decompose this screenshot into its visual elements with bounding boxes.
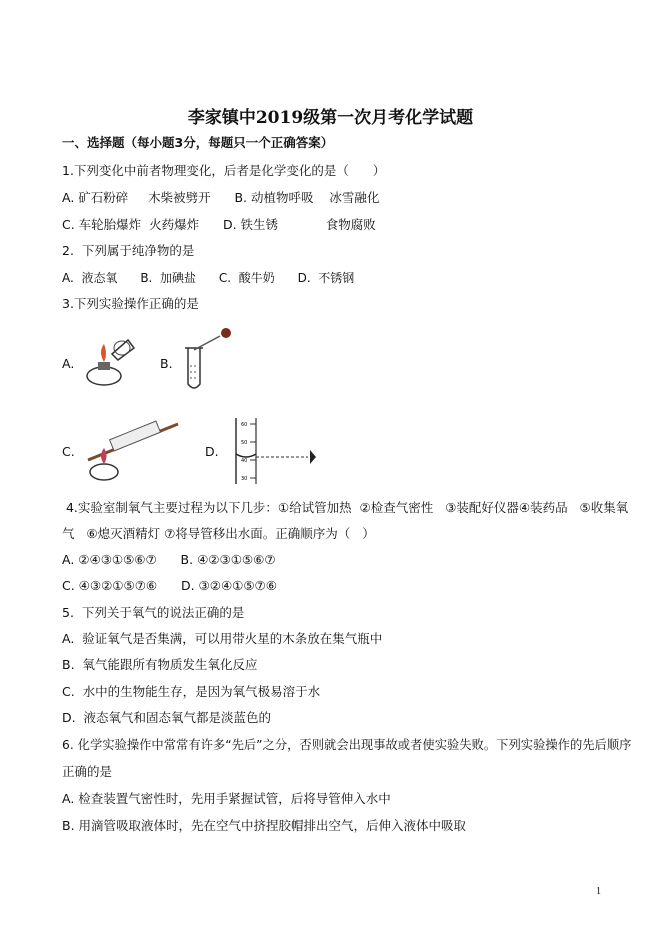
q4-stem-line1: 4.实验室制氧气主要过程为以下几步：①给试管加热 ②检查气密性 ③装配好仪器④装药品 ⑤收集氧 (62, 500, 629, 515)
section-heading: 一、选择题（每小题3分，每题只一个正确答案） (62, 135, 334, 150)
q1-stem: 1.下列变化中前者物理变化，后者是化学变化的是（ ） (62, 163, 386, 178)
q2-options: A. 液态氧 B. 加碘盐 C. 酸牛奶 D. 不锈钢 (62, 271, 355, 285)
q2-stem: 2. 下列属于纯净物的是 (62, 243, 195, 258)
q1-options-ab: A. 矿石粉碎 木柴被劈开 B. 动植物呼吸 冰雪融化 (62, 190, 380, 205)
q6-stem-line2: 正确的是 (62, 764, 113, 779)
q3-label-c: C. (62, 444, 75, 459)
test-tube-figure (180, 326, 240, 392)
q5-option-a: A. 验证氧气是否集满，可以用带火星的木条放在集气瓶中 (62, 631, 383, 646)
graduated-cylinder-figure (230, 414, 320, 488)
scale-60: 60 (241, 422, 248, 428)
q3-label-a: A. (62, 356, 75, 371)
q5-option-c: C. 水中的生物能生存，是因为氧气极易溶于水 (62, 684, 321, 699)
q6-stem-line1: 6. 化学实验操作中常常有许多“先后”之分，否则就会出现事故或者使实验失败。下列实验操作的先后顺序 (62, 738, 632, 752)
q1-options-cd: C. 车轮胎爆炸 火药爆炸 D. 铁生锈 食物腐败 (62, 217, 376, 232)
q5-option-b: B. 氧气能跟所有物质发生氧化反应 (62, 657, 258, 672)
alcohol-lamp-lighting-figure (78, 328, 140, 388)
scale-50: 50 (241, 440, 248, 446)
q5-option-d: D. 液态氧气和固态氧气都是淡蓝色的 (62, 710, 272, 725)
q6-option-b: B. 用滴管吸取液体时，先在空气中挤捏胶帽排出空气，后伸入液体中吸取 (62, 818, 467, 833)
q6-option-a: A. 检查装置气密性时，先用手紧握试管，后将导管伸入水中 (62, 791, 391, 806)
page-number: 1 (596, 886, 601, 897)
q4-options-ab: A. ②④③①⑤⑥⑦ B. ④②③①⑤⑥⑦ (62, 552, 276, 567)
q5-stem: 5. 下列关于氧气的说法正确的是 (62, 605, 245, 620)
q3-label-d: D. (205, 444, 219, 459)
q3-stem: 3.下列实验操作正确的是 (62, 296, 199, 311)
scale-40: 40 (241, 458, 248, 464)
q4-stem-line2: 气 ⑥熄灭酒精灯 ⑦将导管移出水面。正确顺序为（ ） (62, 526, 375, 541)
q4-options-cd: C. ④③②①⑤⑦⑥ D. ③②④①⑤⑦⑥ (62, 578, 277, 593)
page-title: 李家镇中2019级第一次月考化学试题 (187, 108, 474, 128)
scale-30: 30 (241, 476, 248, 482)
q3-label-b: B. (160, 356, 173, 371)
heating-test-tube-figure (78, 412, 183, 482)
